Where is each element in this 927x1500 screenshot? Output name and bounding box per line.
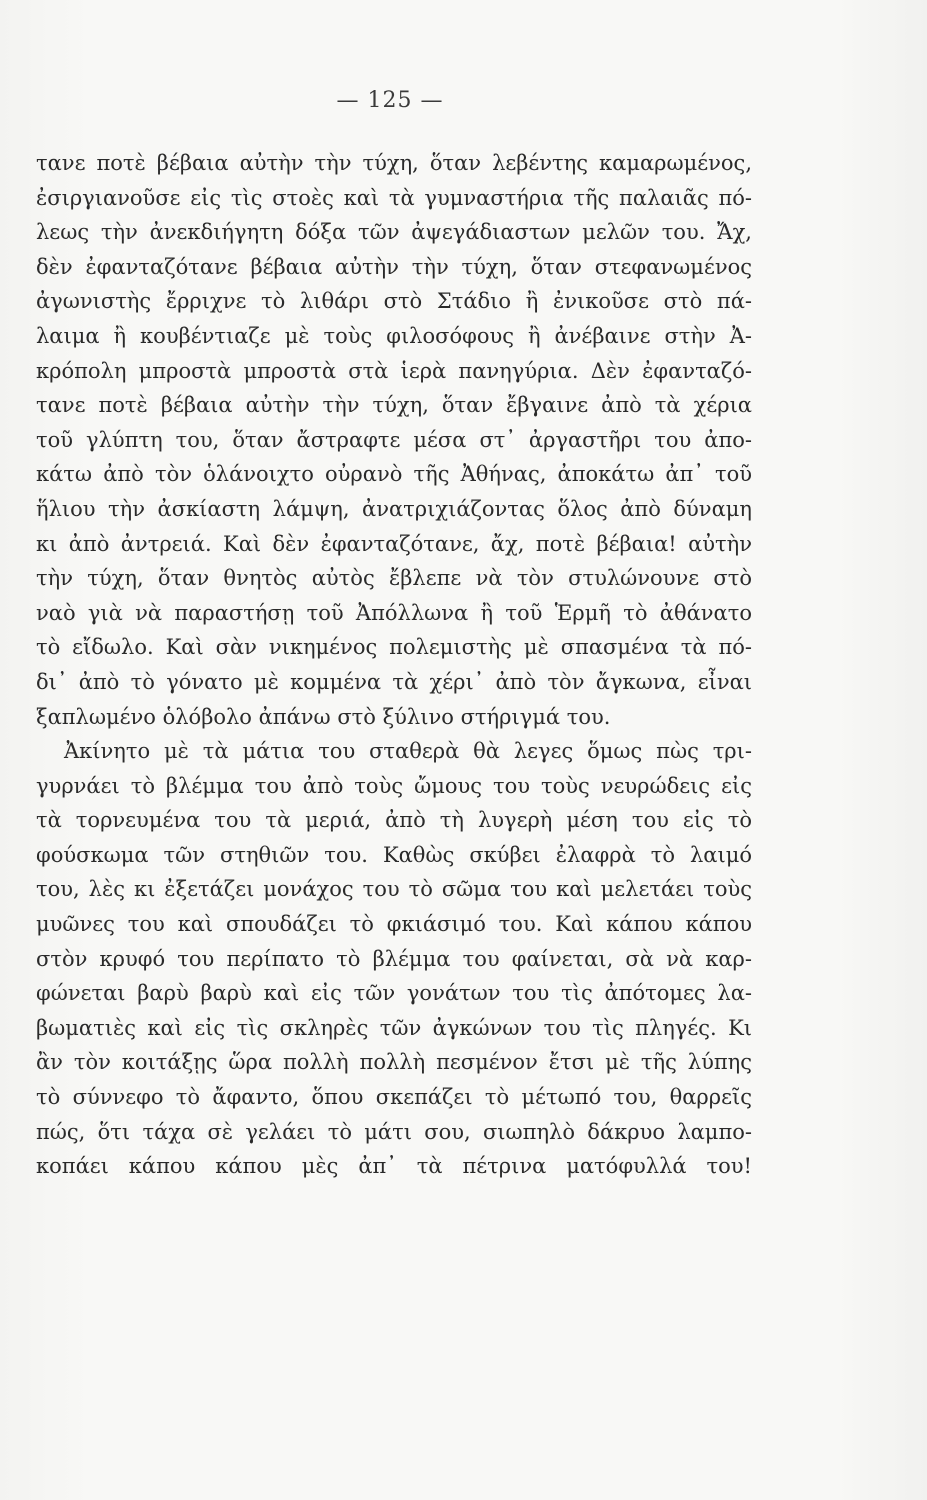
body-text <box>36 146 752 1184</box>
paragraph-end-line: ξαπλωμένο ὁλόβολο ἀπάνω στὸ ξύλινο στήριγμά του. <box>36 704 611 729</box>
text-line: στὸν κρυφό του περίπατο τὸ βλέμμα του φαίνεται, σὰ νὰ καρ- <box>36 946 752 971</box>
paragraph-end-line: κοπάει κάπου κάπου μὲς ἀπ᾽ τὰ πέτρινα ματόφυλλά του! <box>36 1154 752 1179</box>
text-line: τὴν τύχη, ὅταν θνητὸς αὐτὸς ἔβλεπε νὰ τὸν στυλώνουνε στὸ <box>36 566 752 591</box>
text-line: πώς, ὅτι τάχα σὲ γελάει τὸ μάτι σου, σιωπηλὸ δάκρυο λαμπο- <box>36 1119 752 1144</box>
text-line: κι ἀπὸ ἀντρειά. Καὶ δὲν ἐφανταζότανε, ἄχ, ποτὲ βέβαια! αὐτὴν <box>36 531 752 556</box>
text-line: λαιμα ἢ κουβέντιαζε μὲ τοὺς φιλοσόφους ἢ ἀνέβαινε στὴν Ἀ- <box>36 323 752 348</box>
text-line: τοῦ γλύπτη του, ὅταν ἄστραφτε μέσα στ᾽ ἀργαστῆρι του ἀπο- <box>36 427 752 452</box>
text-line: ἥλιου τὴν ἀσκίαστη λάμψη, ἀνατριχιάζοντας ὅλος ἀπὸ δύναμη <box>36 496 752 521</box>
text-line: φούσκωμα τῶν στηθιῶν του. Καθὼς σκύβει ἐλαφρὰ τὸ λαιμό <box>36 842 752 867</box>
text-line: ἀγωνιστὴς ἔρριχνε τὸ λιθάρι στὸ Στάδιο ἢ ἐνικοῦσε στὸ πά- <box>36 289 752 314</box>
text-line: δὲν ἐφανταζότανε βέβαια αὐτὴν τὴν τύχη, ὅταν στεφανωμένος <box>36 254 752 279</box>
text-line: ἐσιργιανοῦσε εἰς τὶς στοὲς καὶ τὰ γυμναστήρια τῆς παλαιᾶς πό- <box>36 185 752 210</box>
text-line: κρόπολη μπροστὰ μπροστὰ στὰ ἱερὰ πανηγύρια. Δὲν ἐφανταζό- <box>36 358 752 383</box>
text-line: τανε ποτὲ βέβαια αὐτὴν τὴν τύχη, ὅταν ἔβγαινε ἀπὸ τὰ χέρια <box>36 393 752 418</box>
text-line: λεως τὴν ἀνεκδιήγητη δόξα τῶν ἀψεγάδιαστων μελῶν του. Ἄχ, <box>36 220 752 245</box>
page-number: — 125 — <box>336 88 444 113</box>
text-line: τὸ σύννεφο τὸ ἄφαντο, ὅπου σκεπάζει τὸ μέτωπό του, θαρρεῖς <box>36 1085 752 1110</box>
text-line: τὰ τορνευμένα του τὰ μεριά, ἀπὸ τὴ λυγερὴ μέση του εἰς τὸ <box>36 808 752 833</box>
paragraph-start-line: Ἀκίνητο μὲ τὰ μάτια του σταθερὰ θὰ λεγες ὅμως πὼς τρι- <box>64 739 752 764</box>
text-line: του, λὲς κι ἐξετάζει μονάχος του τὸ σῶμα του καὶ μελετάει τοὺς <box>36 877 752 902</box>
text-line: δι᾽ ἀπὸ τὸ γόνατο μὲ κομμένα τὰ χέρι᾽ ἀπὸ τὸν ἄγκωνα, εἶναι <box>36 669 752 694</box>
text-line: ναὸ γιὰ νὰ παραστήσῃ τοῦ Ἀπόλλωνα ἢ τοῦ Ἑρμῆ τὸ ἀθάνατο <box>36 600 752 625</box>
text-line: τὸ εἴδωλο. Καὶ σὰν νικημένος πολεμιστὴς μὲ σπασμένα τὰ πό- <box>36 635 752 660</box>
text-line: τανε ποτὲ βέβαια αὐτὴν τὴν τύχη, ὅταν λεβέντης καμαρωμένος, <box>36 151 752 175</box>
text-line: φώνεται βαρὺ βαρὺ καὶ εἰς τῶν γονάτων του τὶς ἀπότομες λα- <box>36 981 752 1006</box>
text-line: γυρνάει τὸ βλέμμα του ἀπὸ τοὺς ὤμους του τοὺς νευρώδεις εἰς <box>36 773 752 798</box>
text-line: κάτω ἀπὸ τὸν ὁλάνοιχτο οὐρανὸ τῆς Ἀθήνας, ἀποκάτω ἀπ᾽ τοῦ <box>36 462 752 487</box>
text-line: ἂν τὸν κοιτάξῃς ὥρα πολλὴ πολλὴ πεσμένον ἔτσι μὲ τῆς λύπης <box>36 1050 752 1075</box>
text-line: μυῶνες του καὶ σπουδάζει τὸ φκιάσιμό του. Καὶ κάπου κάπου <box>36 912 752 937</box>
text-line: βωματιὲς καὶ εἰς τὶς σκληρὲς τῶν ἀγκώνων του τὶς πληγές. Κι <box>36 1015 752 1040</box>
